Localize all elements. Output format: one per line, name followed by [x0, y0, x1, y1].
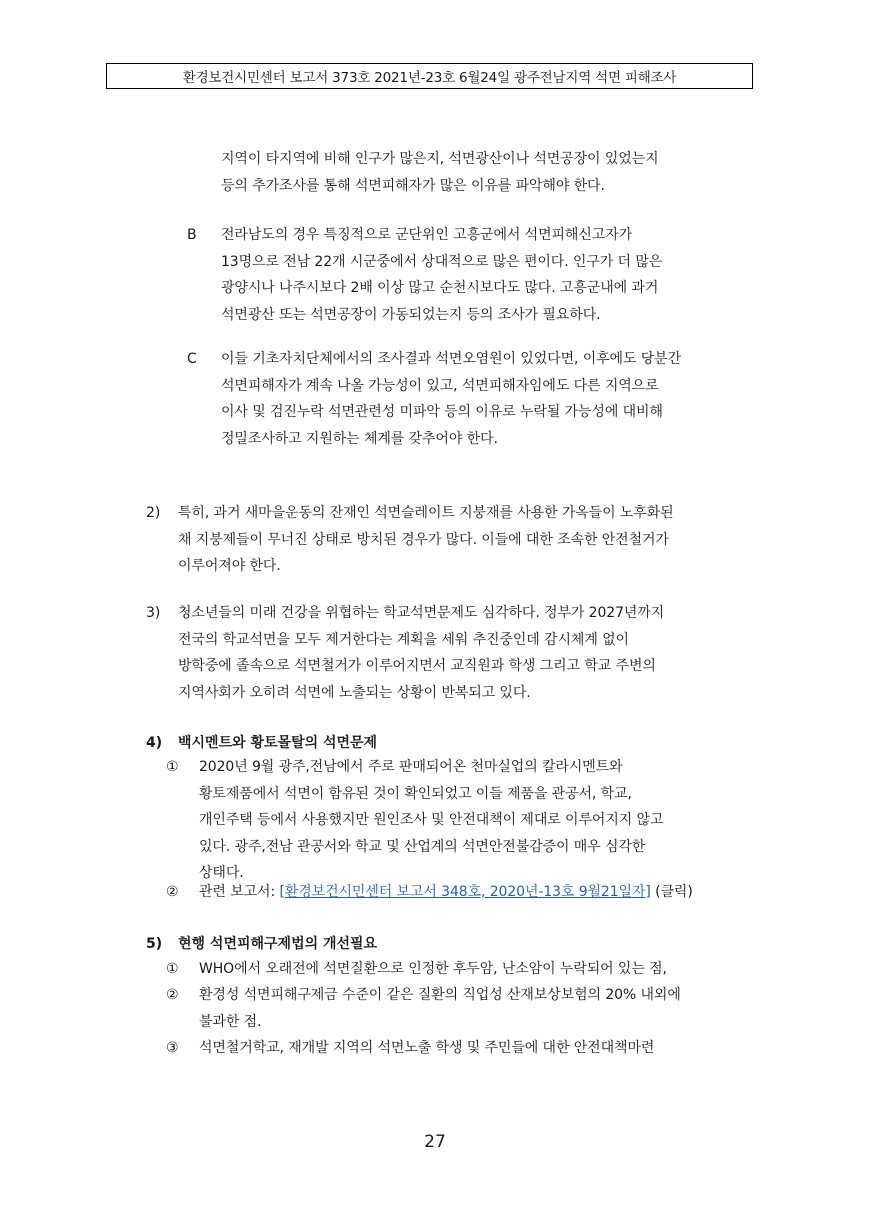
- section-5-item-2-marker: ②: [166, 987, 179, 1003]
- item-b-marker: B: [187, 227, 197, 243]
- item-c-line: 이사 및 검진누락 석면관련성 미파악 등의 이유로 누락될 가능성에 대비해: [221, 404, 663, 420]
- item-2-paragraph: [178, 500, 674, 580]
- item-3-line: 전국의 학교석면을 모두 제거한다는 계획을 세워 추진중인데 감시체계 없이: [178, 631, 629, 648]
- related-report-label: 관련 보고서:: [199, 884, 280, 900]
- section-4-item-1-line: 있다. 광주,전남 관공서와 학교 및 산업계의 석면안전불감증이 매우 심각한: [199, 838, 646, 855]
- item-3-marker: 3): [146, 605, 161, 621]
- item-2-line: 채 지붕제들이 무너진 상태로 방치된 경우가 많다. 이들에 대한 조속한 안전철거가: [178, 531, 669, 548]
- page-header-text: 환경보건시민센터 보고서 373호 2021년-23호 6월24일 광주전남지역 석면 피해조사: [182, 70, 677, 86]
- section-5-number: 5): [146, 936, 163, 952]
- section-4-item-1-line: 황토제품에서 석면이 함유된 것이 확인되었고 이들 제품을 관공서, 학교,: [199, 785, 632, 802]
- item-c-marker: C: [187, 351, 197, 367]
- section-4-title: 백시멘트와 황토몰탈의 석면문제: [178, 735, 378, 751]
- section-5-item-3-marker: ③: [166, 1040, 179, 1056]
- section-5-title: 현행 석면피해구제법의 개선필요: [178, 936, 378, 952]
- item-2-line: 이루어져야 한다.: [178, 558, 281, 574]
- intro-line: 지역이 타지역에 비해 인구가 많은지, 석면광산이나 석면공장이 있었는지: [221, 151, 659, 167]
- intro-line: 등의 추가조사를 통해 석면피해자가 많은 이유를 파악해야 한다.: [221, 177, 605, 194]
- item-2-line: 특히, 과거 새마을운동의 잔재인 석면슬레이트 지붕재를 사용한 가옥들이 노후화된: [178, 505, 674, 521]
- item-b-line: 석면광산 또는 석면공장이 가동되었는지 등의 조사가 필요하다.: [221, 306, 601, 323]
- section-5-item-2-line: 환경성 석면피해구제금 수준이 같은 질환의 직업성 산재보상보험의 20% 내외에: [199, 987, 681, 1003]
- item-3-line: 청소년들의 미래 건강을 위협하는 학교석면문제도 심각하다. 정부가 2027년까지: [178, 605, 665, 621]
- item-b-paragraph: [221, 222, 662, 328]
- intro-paragraph: [221, 146, 659, 199]
- section-4-item-1-line: 개인주택 등에서 사용했지만 원인조사 및 안전대책이 제대로 이루어지지 않고: [199, 812, 664, 828]
- section-4-item-1-line: 2020년 9월 광주,전남에서 주로 판매되어온 천마실업의 칼라시멘트와: [199, 759, 623, 775]
- item-c-line: 이들 기초자치단체에서의 조사결과 석면오염원이 있었다면, 이후에도 당분간: [221, 351, 682, 367]
- item-c-line: 정밀조사하고 지원하는 체계를 갖추어야 한다.: [221, 430, 498, 447]
- section-4-item-1-marker: ①: [166, 759, 179, 775]
- section-4-item-2-marker: ②: [166, 884, 179, 900]
- page-header: [106, 63, 753, 89]
- page-number: 27: [424, 1132, 446, 1152]
- section-4-item-2-paragraph: [199, 879, 693, 906]
- section-5-item-3-line: 석면철거학교, 재개발 지역의 석면노출 학생 및 주민들에 대한 안전대책마련: [199, 1040, 655, 1056]
- section-5-item-1-line: WHO에서 오래전에 석면질환으로 인정한 후두암, 난소암이 누락되어 있는 점,: [199, 961, 667, 977]
- section-5-item-3-paragraph: [199, 1035, 654, 1062]
- item-2-marker: 2): [146, 505, 161, 521]
- item-3-line: 지역사회가 오히려 석면에 노출되는 상황이 반복되고 있다.: [178, 684, 531, 701]
- item-3-line: 방학중에 졸속으로 석면철거가 이루어지면서 교직원과 학생 그리고 학교 주변의: [178, 658, 656, 674]
- item-c-line: 석면피해자가 계속 나올 가능성이 있고, 석면피해자임에도 다른 지역으로: [221, 377, 659, 394]
- item-c-paragraph: [221, 346, 681, 452]
- section-5-item-1-marker: ①: [166, 961, 179, 977]
- section-4-number: 4): [146, 735, 163, 751]
- item-3-paragraph: [178, 600, 664, 706]
- item-b-line: 광양시나 나주시보다 2배 이상 많고 순천시보다도 많다. 고흥군내에 과거: [221, 280, 659, 296]
- item-b-line: 전라남도의 경우 특징적으로 군단위인 고흥군에서 석면피해신고자가: [221, 227, 633, 243]
- section-5-item-2-paragraph: [199, 982, 681, 1035]
- section-4-item-1-paragraph: [199, 754, 663, 887]
- section-5-item-1-paragraph: [199, 956, 667, 983]
- related-report-link[interactable]: [환경보건시민센터 보고서 348호, 2020년-13호 9월21일자]: [279, 884, 651, 900]
- item-b-line: 13명으로 전남 22개 시군중에서 상대적으로 많은 편이다. 인구가 더 많은: [221, 253, 663, 270]
- section-5-item-2-line: 불과한 점.: [199, 1013, 262, 1030]
- related-report-click-note: (클릭): [650, 884, 693, 900]
- section-4-item-1-line: 상태다.: [199, 865, 244, 881]
